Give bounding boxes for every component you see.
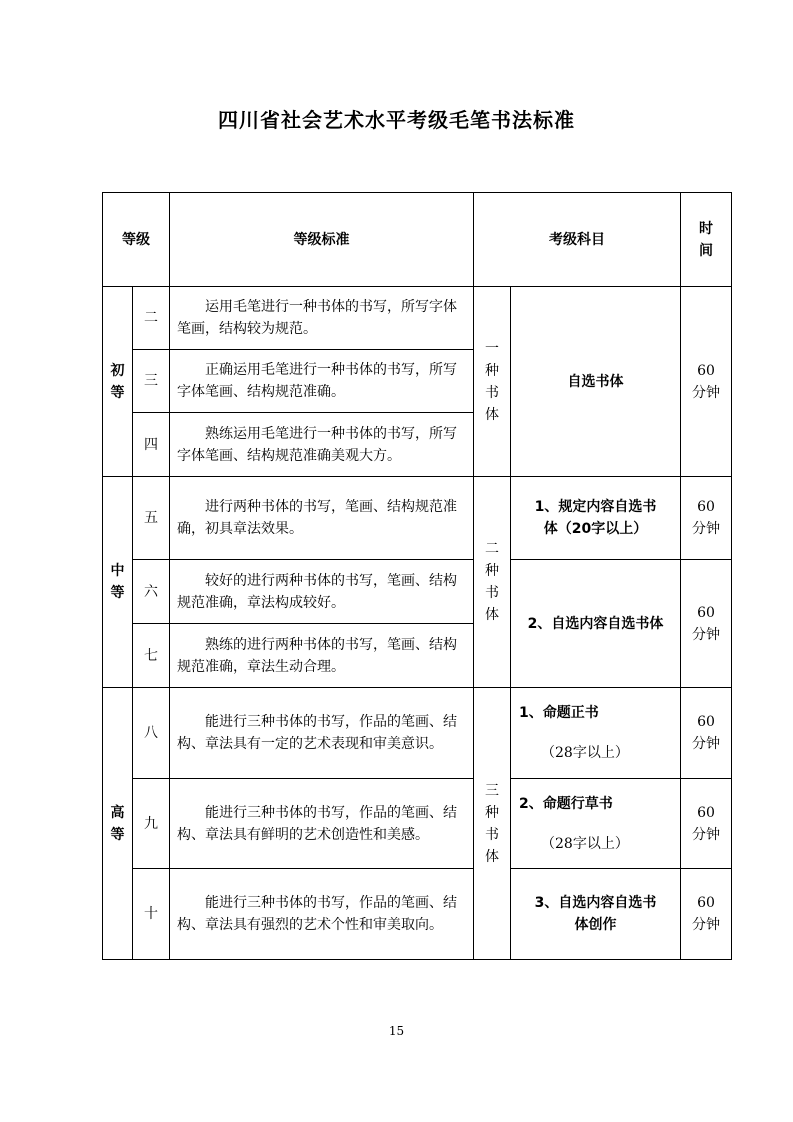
- table-row: [103, 869, 732, 960]
- grade-standard: [170, 287, 474, 350]
- exam-subject: [511, 869, 681, 960]
- grade-label: 六: [133, 560, 170, 624]
- exam-subject-text: 1、规定内容自选书体（20字以上）: [534, 499, 657, 537]
- grade-standard-text: 正确运用毛笔进行一种书体的书写，所写字体笔画、结构规范准确。: [177, 362, 457, 400]
- tier-name: 初等: [110, 362, 125, 401]
- grade-standard-text: 能进行三种书体的书写，作品的笔画、结构、章法具有强烈的艺术个性和审美取向。: [177, 895, 457, 933]
- table-row: [103, 560, 732, 624]
- exam-subject-text: 自选书体: [567, 373, 624, 390]
- table-row: [103, 477, 732, 560]
- grade-standard-text: 能进行三种书体的书写，作品的笔画、结构、章法具有一定的艺术表现和审美意识。: [177, 714, 457, 752]
- grade-label: 九: [133, 779, 170, 869]
- script-count: [474, 287, 511, 477]
- exam-time-text: 60分钟: [692, 804, 720, 843]
- document-title: 四川省社会艺术水平考级毛笔书法标准: [218, 108, 575, 132]
- exam-time-text: 60分钟: [692, 362, 720, 401]
- grade-standard: [170, 350, 474, 413]
- exam-time: [681, 779, 732, 869]
- table-header-row: [103, 193, 732, 287]
- exam-subject-note: （28字以上）: [541, 835, 629, 852]
- exam-time: [681, 477, 732, 560]
- tier-name: 高等: [110, 804, 125, 843]
- script-count-text: 三种书体: [485, 782, 499, 865]
- grade-standard: [170, 624, 474, 688]
- exam-subject: [511, 688, 681, 779]
- exam-subject-text: 2、命题行草书: [519, 795, 613, 812]
- header-standard: 等级标准: [170, 193, 474, 287]
- exam-time: [681, 688, 732, 779]
- exam-time-text: 60分钟: [692, 895, 720, 933]
- exam-time: [681, 287, 732, 477]
- tier-label: [103, 477, 133, 688]
- grade-label: 二: [133, 287, 170, 350]
- grade-label: 八: [133, 688, 170, 779]
- header-time: [681, 193, 732, 287]
- grade-standard-text: 能进行三种书体的书写，作品的笔画、结构、章法具有鲜明的艺术创造性和美感。: [177, 804, 457, 843]
- grade-standard: [170, 779, 474, 869]
- grade-standard-text: 较好的进行两种书体的书写，笔画、结构规范准确，章法构成较好。: [177, 572, 457, 611]
- grade-label: 十: [133, 869, 170, 960]
- exam-subject: [511, 560, 681, 688]
- exam-time-text: 60分钟: [692, 499, 720, 537]
- exam-subject-note: （28字以上）: [541, 745, 629, 761]
- exam-subject-text: 2、自选内容自选书体: [527, 615, 664, 632]
- exam-subject: [511, 779, 681, 869]
- grade-label: 五: [133, 477, 170, 560]
- calligraphy-standard-table: [102, 192, 732, 960]
- exam-time: [681, 560, 732, 688]
- script-count-text: 一种书体: [485, 340, 499, 423]
- exam-time: [681, 869, 732, 960]
- header-level: 等级: [103, 193, 170, 287]
- tier-label: [103, 287, 133, 477]
- script-count-text: 二种书体: [485, 541, 499, 623]
- grade-standard-text: 熟练运用毛笔进行一种书体的书写，所写字体笔画、结构规范准确美观大方。: [177, 425, 457, 464]
- page-number: 15: [388, 1024, 405, 1038]
- grade-standard-text: 熟练的进行两种书体的书写，笔画、结构规范准确，章法生动合理。: [177, 636, 457, 675]
- exam-time-text: 60分钟: [692, 604, 720, 643]
- header-time-text: 时间: [699, 220, 713, 259]
- grade-standard-text: 进行两种书体的书写，笔画、结构规范准确，初具章法效果。: [177, 499, 457, 537]
- exam-subject-text: 1、命题正书: [519, 705, 599, 721]
- script-count: [474, 688, 511, 960]
- grade-standard-text: 运用毛笔进行一种书体的书写，所写字体笔画，结构较为规范。: [177, 299, 457, 337]
- grade-label: 三: [133, 350, 170, 413]
- grade-label: 七: [133, 624, 170, 688]
- table-row: [103, 287, 732, 350]
- grade-standard: [170, 869, 474, 960]
- table-row: [103, 688, 732, 779]
- exam-time-text: 60分钟: [692, 714, 720, 752]
- exam-subject: [511, 477, 681, 560]
- tier-label: [103, 688, 133, 960]
- exam-subject-text: 3、自选内容自选书体创作: [534, 895, 657, 933]
- grade-standard: [170, 413, 474, 477]
- grade-standard: [170, 477, 474, 560]
- grade-standard: [170, 688, 474, 779]
- exam-subject: [511, 287, 681, 477]
- table-row: [103, 779, 732, 869]
- grade-standard: [170, 560, 474, 624]
- header-subject: 考级科目: [474, 193, 681, 287]
- script-count: [474, 477, 511, 688]
- tier-name: 中等: [110, 563, 125, 601]
- grade-label: 四: [133, 413, 170, 477]
